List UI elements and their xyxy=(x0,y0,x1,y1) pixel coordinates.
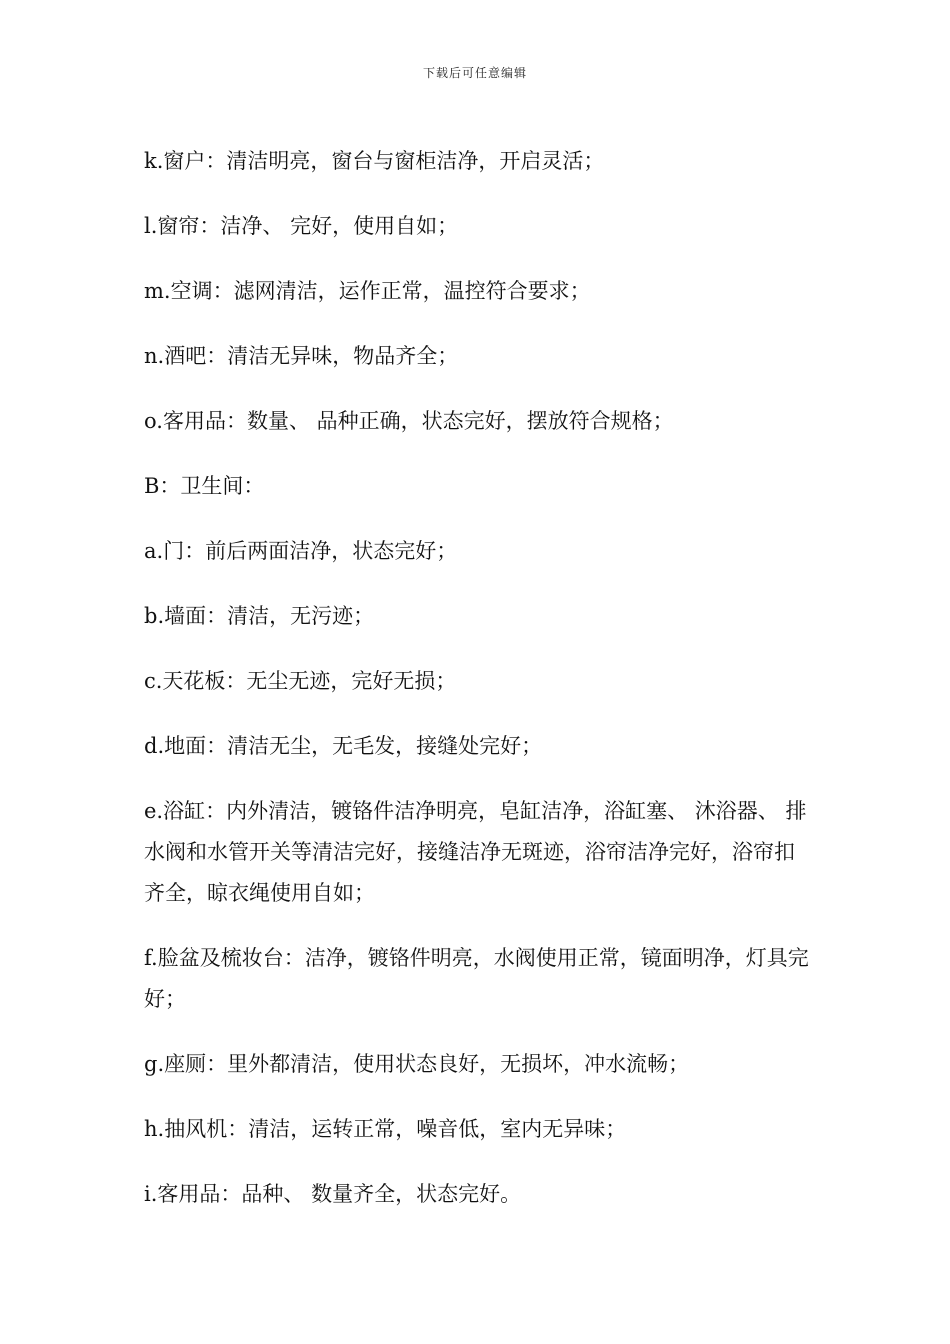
paragraph-window: k.窗户：清洁明亮，窗台与窗柜洁净，开启灵活； xyxy=(144,149,605,173)
paragraph-wall: b.墙面：清洁，无污迹； xyxy=(144,604,375,628)
section-heading-bathroom: B：卫生间： xyxy=(144,474,265,498)
paragraph-toilet: g.座厕：里外都清洁，使用状态良好，无损坏，冲水流畅； xyxy=(144,1052,690,1076)
paragraph-ceiling: c.天花板：无尘无迹，完好无损； xyxy=(144,669,457,693)
paragraph-guest-supplies: o.客用品：数量、 品种正确，状态完好，摆放符合规格； xyxy=(144,409,674,433)
paragraph-bar: n.酒吧：清洁无异味，物品齐全； xyxy=(144,344,459,368)
document-body xyxy=(144,141,812,1239)
paragraph-exhaust-fan: h.抽风机：清洁，运转正常，噪音低，室内无异味； xyxy=(144,1117,627,1141)
paragraph-bathtub: e.浴缸：内外清洁，镀铬件洁净明亮，皂缸洁净，浴缸塞、 沐浴器、 排水阀和水管开关等清洁完好，接缝洁净无斑迹，浴帘洁净完好，浴帘扣齐全，晾衣绳使用自如； xyxy=(144,799,807,905)
paragraph-curtain: l.窗帘：洁净、 完好，使用自如； xyxy=(144,214,459,238)
paragraph-bathroom-supplies: i.客用品：品种、 数量齐全，状态完好。 xyxy=(144,1182,522,1206)
page-header: 下载后可任意编辑 xyxy=(422,66,527,80)
paragraph-washbasin: f.脸盆及梳妆台：洁净，镀铬件明亮，水阀使用正常，镜面明净，灯具完好； xyxy=(144,946,809,1011)
paragraph-air-conditioner: m.空调：滤网清洁，运作正常，温控符合要求； xyxy=(144,279,591,303)
paragraph-floor: d.地面：清洁无尘，无毛发，接缝处完好； xyxy=(144,734,543,758)
paragraph-door: a.门：前后两面洁净，状态完好； xyxy=(144,539,458,563)
